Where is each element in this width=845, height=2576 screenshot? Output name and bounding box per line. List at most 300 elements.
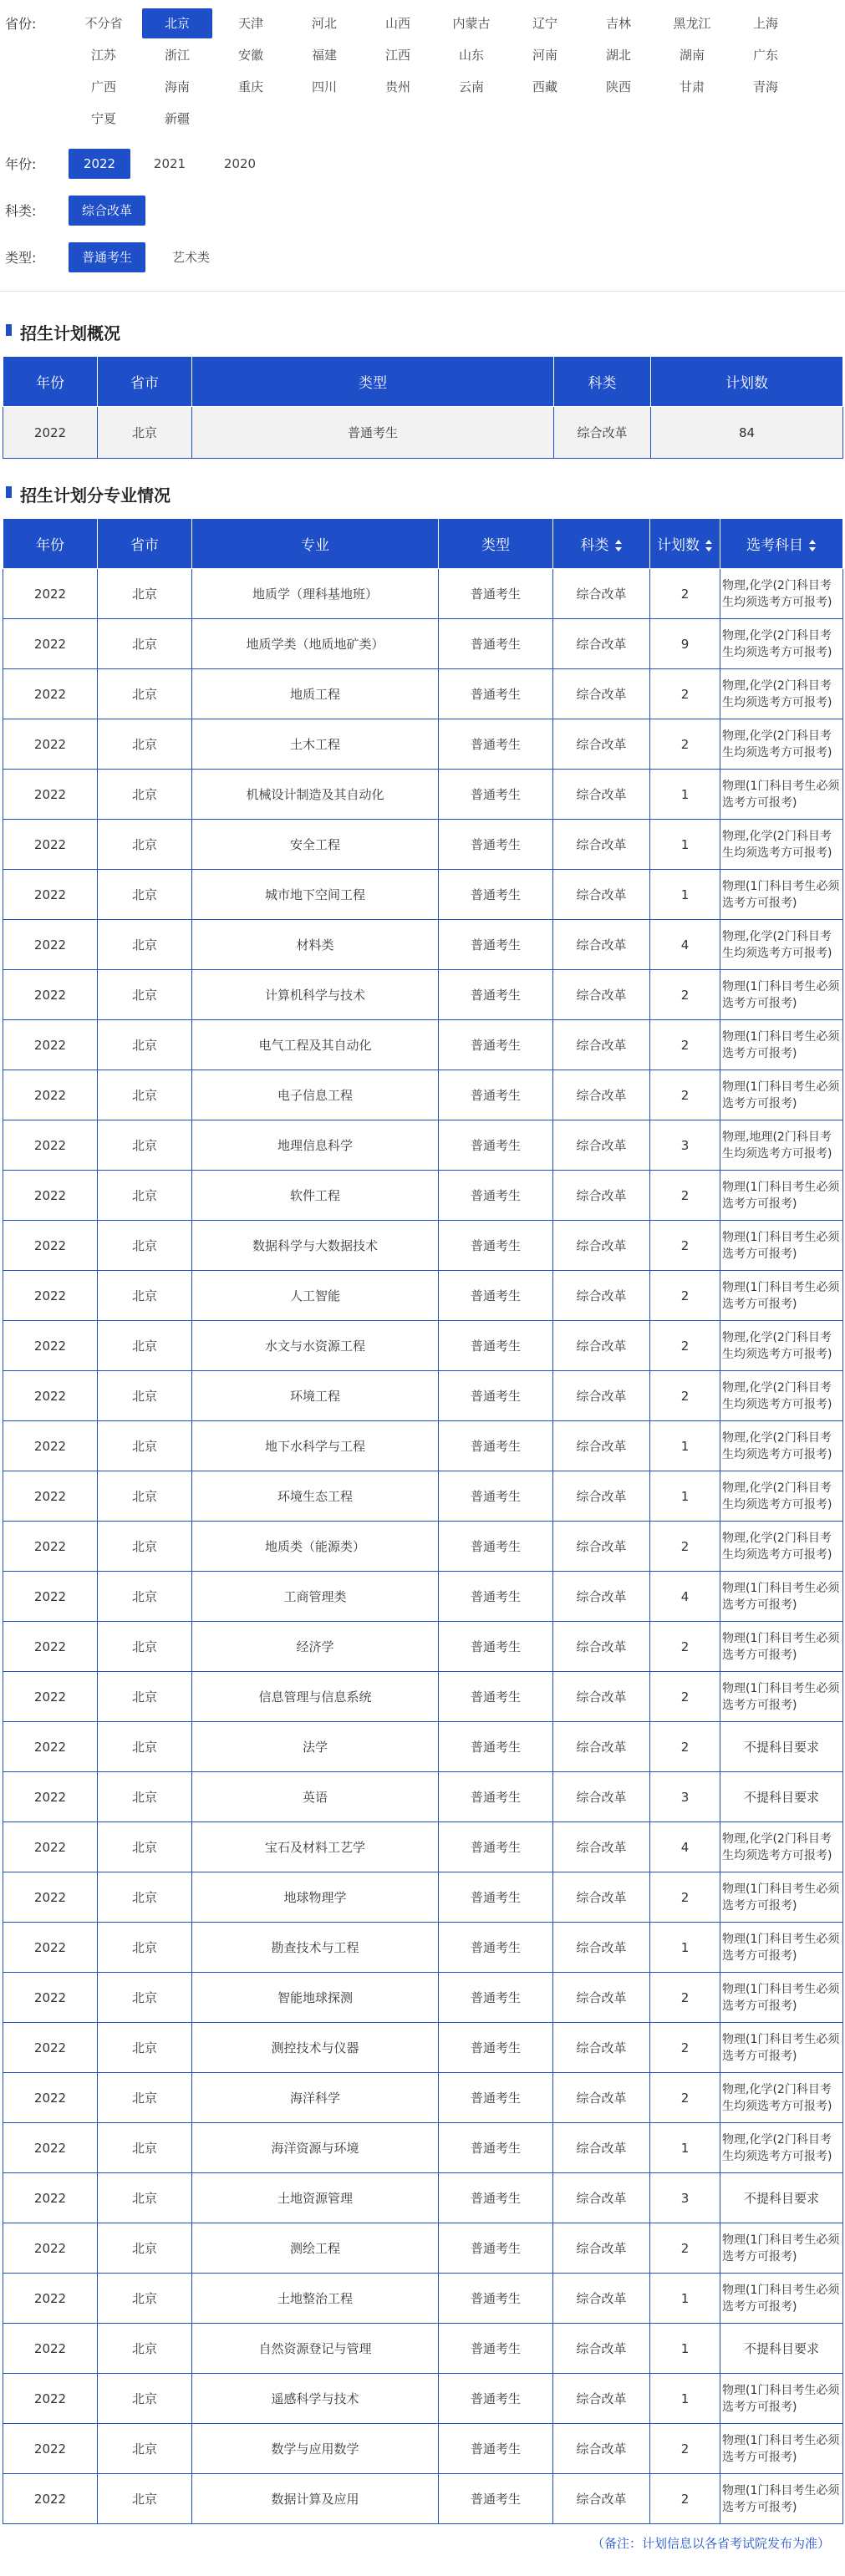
table-row: [3, 870, 843, 920]
province-chip[interactable]: 湖南: [679, 48, 705, 63]
table-cell: 综合改革: [553, 1522, 650, 1572]
province-chip[interactable]: 湖北: [605, 48, 631, 63]
table-cell: 2: [650, 1722, 720, 1772]
table-row: [3, 1622, 843, 1672]
header-label: 省市: [130, 537, 159, 554]
table-cell: 2: [650, 719, 720, 770]
kelei-filter: [0, 196, 845, 226]
type-filter: [0, 242, 845, 272]
table-cell: 综合改革: [553, 870, 650, 920]
table-cell: 1: [650, 2374, 720, 2424]
table-row: [3, 1973, 843, 2023]
province-chip[interactable]: 江苏: [90, 48, 116, 63]
table-cell: 地球物理学: [192, 1872, 439, 1923]
table-cell: 不提科目要求: [720, 1772, 843, 1822]
province-chip[interactable]: 宁夏: [90, 111, 116, 126]
sort-icon[interactable]: [705, 540, 713, 551]
table-cell: 物理(1门科目考生必须选考方可报考): [720, 1171, 843, 1221]
table-cell: 综合改革: [553, 1321, 650, 1371]
table-row: [3, 2374, 843, 2424]
table-cell: 智能地球探测: [192, 1973, 439, 2023]
table-cell: 2022: [3, 1271, 98, 1321]
table-cell: 综合改革: [553, 1120, 650, 1171]
type-chip[interactable]: 艺术类: [172, 250, 211, 265]
table-row: [3, 1070, 843, 1120]
kelei-chip[interactable]: 综合改革: [69, 196, 145, 226]
province-options: [69, 8, 845, 135]
table-cell: 2: [650, 1070, 720, 1120]
footnote: （备注：计划信息以各省考试院发布为准）: [591, 2536, 830, 2551]
table-cell: 2: [650, 2474, 720, 2524]
table-cell: 1: [650, 1471, 720, 1522]
table-cell: 2: [650, 1672, 720, 1722]
table-cell: 2022: [3, 1321, 98, 1371]
overview-header-cell: [651, 357, 843, 407]
table-cell: 普通考生: [439, 1822, 553, 1872]
table-cell: 不提科目要求: [720, 2173, 843, 2223]
table-cell: 物理(1门科目考生必须选考方可报考): [720, 1923, 843, 1973]
table-row: [3, 1371, 843, 1421]
table-cell: 普通考生: [439, 669, 553, 719]
table-cell: 2: [650, 1522, 720, 1572]
province-chip[interactable]: 黑龙江: [673, 16, 711, 31]
table-cell: 英语: [192, 1772, 439, 1822]
table-row: [3, 1321, 843, 1371]
table-cell: 数学与应用数学: [192, 2424, 439, 2474]
table-cell: 综合改革: [553, 2324, 650, 2374]
overview-header-cell: [192, 357, 554, 407]
province-chip[interactable]: 河北: [311, 16, 337, 31]
province-chip[interactable]: 江西: [384, 48, 410, 63]
table-cell: 普通考生: [192, 407, 554, 459]
table-cell: 2: [650, 669, 720, 719]
table-cell: 普通考生: [439, 1120, 553, 1171]
table-cell: 地下水科学与工程: [192, 1421, 439, 1471]
detail-title: 招生计划分专业情况: [0, 482, 845, 506]
table-cell: 物理,化学(2门科目考生均须选考方可报考): [720, 669, 843, 719]
table-cell: 2: [650, 1321, 720, 1371]
table-cell: 物理(1门科目考生必须选考方可报考): [720, 1672, 843, 1722]
table-cell: 普通考生: [439, 2123, 553, 2173]
table-cell: 物理,化学(2门科目考生均须选考方可报考): [720, 1522, 843, 1572]
table-cell: 数据计算及应用: [192, 2474, 439, 2524]
table-cell: 北京: [98, 2474, 192, 2524]
table-cell: 2: [650, 2023, 720, 2073]
table-cell: 2022: [3, 2023, 98, 2073]
table-cell: 北京: [98, 1221, 192, 1271]
table-cell: 1: [650, 820, 720, 870]
table-cell: 2022: [3, 1872, 98, 1923]
province-chip[interactable]: 北京: [142, 8, 212, 38]
year-label: 年份:: [5, 156, 37, 172]
table-cell: 2022: [3, 2424, 98, 2474]
table-cell: 2022: [3, 2123, 98, 2173]
table-cell: 综合改革: [553, 1471, 650, 1522]
table-cell: 北京: [98, 1973, 192, 2023]
table-cell: 物理,化学(2门科目考生均须选考方可报考): [720, 1471, 843, 1522]
table-cell: 北京: [98, 2173, 192, 2223]
detail-header-cell: [3, 519, 98, 569]
detail-table: [3, 518, 843, 2524]
overview-header-cell: [3, 357, 98, 407]
header-label: 省市: [130, 375, 159, 392]
table-row: [3, 1221, 843, 1271]
table-cell: 北京: [98, 569, 192, 619]
table-cell: 综合改革: [553, 970, 650, 1020]
table-cell: 综合改革: [553, 1421, 650, 1471]
table-cell: 普通考生: [439, 1872, 553, 1923]
table-cell: 9: [650, 619, 720, 669]
table-cell: 综合改革: [553, 2173, 650, 2223]
table-cell: 2022: [3, 1471, 98, 1522]
province-chip[interactable]: 云南: [458, 79, 484, 94]
table-cell: 物理(1门科目考生必须选考方可报考): [720, 2474, 843, 2524]
table-cell: 数据科学与大数据技术: [192, 1221, 439, 1271]
header-label: 科类: [588, 375, 617, 392]
table-cell: 普通考生: [439, 1722, 553, 1772]
table-cell: 电气工程及其自动化: [192, 1020, 439, 1070]
table-cell: 北京: [98, 1572, 192, 1622]
table-row: [3, 1872, 843, 1923]
table-cell: 测绘工程: [192, 2223, 439, 2274]
table-cell: 综合改革: [554, 407, 651, 459]
table-cell: 综合改革: [553, 820, 650, 870]
province-chip[interactable]: 重庆: [237, 79, 263, 94]
table-cell: 物理(1门科目考生必须选考方可报考): [720, 1221, 843, 1271]
table-cell: 北京: [98, 2424, 192, 2474]
table-cell: 普通考生: [439, 1572, 553, 1622]
table-cell: 自然资源登记与管理: [192, 2324, 439, 2374]
kelei-label: 科类:: [5, 203, 37, 219]
table-row: [3, 1471, 843, 1522]
table-cell: 综合改革: [553, 1622, 650, 1672]
table-cell: 普通考生: [439, 569, 553, 619]
table-cell: 综合改革: [553, 1020, 650, 1070]
table-cell: 1: [650, 2123, 720, 2173]
province-chip[interactable]: 新疆: [164, 111, 190, 126]
table-cell: 2022: [3, 2374, 98, 2424]
table-cell: 1: [650, 1923, 720, 1973]
table-cell: 物理(1门科目考生必须选考方可报考): [720, 1020, 843, 1070]
table-cell: 北京: [98, 1722, 192, 1772]
table-row: [3, 719, 843, 770]
table-cell: 地质类（能源类）: [192, 1522, 439, 1572]
table-cell: 2: [650, 1872, 720, 1923]
province-chip[interactable]: 广东: [752, 48, 778, 63]
detail-header-cell[interactable]: [720, 519, 843, 569]
table-cell: 物理(1门科目考生必须选考方可报考): [720, 1070, 843, 1120]
table-cell: 综合改革: [553, 1070, 650, 1120]
table-cell: 综合改革: [553, 569, 650, 619]
table-cell: 普通考生: [439, 920, 553, 970]
detail-header-cell[interactable]: [553, 519, 650, 569]
table-cell: 物理(1门科目考生必须选考方可报考): [720, 870, 843, 920]
table-row: [3, 669, 843, 719]
province-label: 省份:: [5, 16, 37, 32]
table-cell: 物理,化学(2门科目考生均须选考方可报考): [720, 569, 843, 619]
table-row: [3, 1722, 843, 1772]
province-chip[interactable]: 福建: [311, 48, 337, 63]
table-cell: 综合改革: [553, 2374, 650, 2424]
table-cell: 北京: [98, 2023, 192, 2073]
table-cell: 北京: [98, 770, 192, 820]
table-cell: 普通考生: [439, 1171, 553, 1221]
table-cell: 2: [650, 1171, 720, 1221]
table-cell: 普通考生: [439, 2424, 553, 2474]
sort-icon[interactable]: [614, 540, 623, 551]
table-cell: 2: [650, 1020, 720, 1070]
table-cell: 测控技术与仪器: [192, 2023, 439, 2073]
province-chip[interactable]: 河南: [532, 48, 557, 63]
table-cell: 2022: [3, 770, 98, 820]
table-cell: 2022: [3, 2073, 98, 2123]
table-cell: 安全工程: [192, 820, 439, 870]
year-chip[interactable]: 2021: [153, 156, 186, 171]
table-cell: 普通考生: [439, 2223, 553, 2274]
table-cell: 普通考生: [439, 1923, 553, 1973]
province-chip[interactable]: 不分省: [84, 16, 123, 31]
table-cell: 2022: [3, 407, 98, 459]
province-chip[interactable]: 天津: [237, 16, 263, 31]
kelei-options: [69, 196, 845, 226]
year-chip[interactable]: 2022: [69, 149, 130, 179]
table-cell: 2022: [3, 1923, 98, 1973]
table-cell: 地质学类（地质地矿类）: [192, 619, 439, 669]
table-cell: 2: [650, 569, 720, 619]
table-cell: 2022: [3, 2274, 98, 2324]
table-cell: 普通考生: [439, 1321, 553, 1371]
table-cell: 物理,化学(2门科目考生均须选考方可报考): [720, 719, 843, 770]
table-cell: 2022: [3, 1020, 98, 1070]
table-row: [3, 2173, 843, 2223]
table-cell: 物理,化学(2门科目考生均须选考方可报考): [720, 2073, 843, 2123]
table-cell: 北京: [98, 2123, 192, 2173]
table-cell: 综合改革: [553, 1923, 650, 1973]
province-chip[interactable]: 青海: [752, 79, 778, 94]
table-cell: 土地整治工程: [192, 2274, 439, 2324]
header-label: 计划数: [657, 537, 700, 554]
table-cell: 2: [650, 2073, 720, 2123]
table-cell: 2: [650, 1973, 720, 2023]
table-cell: 综合改革: [553, 1672, 650, 1722]
table-cell: 地理信息科学: [192, 1120, 439, 1171]
table-row: [3, 2073, 843, 2123]
table-cell: 1: [650, 770, 720, 820]
detail-header-cell: [439, 519, 553, 569]
table-cell: 物理,化学(2门科目考生均须选考方可报考): [720, 820, 843, 870]
province-chip[interactable]: 海南: [164, 79, 190, 94]
table-cell: 法学: [192, 1722, 439, 1772]
province-chip[interactable]: 西藏: [532, 79, 557, 94]
table-cell: 普通考生: [439, 619, 553, 669]
table-row: [3, 2123, 843, 2173]
table-cell: 综合改革: [553, 1872, 650, 1923]
table-cell: 不提科目要求: [720, 2324, 843, 2374]
province-chip[interactable]: 辽宁: [532, 16, 557, 31]
table-cell: 普通考生: [439, 2324, 553, 2374]
table-row: [3, 2274, 843, 2324]
table-row: [3, 1120, 843, 1171]
table-cell: 3: [650, 2173, 720, 2223]
table-cell: 1: [650, 2274, 720, 2324]
table-cell: 2: [650, 1221, 720, 1271]
table-cell: 普通考生: [439, 1020, 553, 1070]
header-label: 年份: [36, 537, 64, 554]
table-cell: 北京: [98, 1471, 192, 1522]
table-cell: 2022: [3, 1672, 98, 1722]
table-cell: 普通考生: [439, 2374, 553, 2424]
table-cell: 北京: [98, 1822, 192, 1872]
table-row: [3, 1421, 843, 1471]
table-cell: 物理(1门科目考生必须选考方可报考): [720, 1622, 843, 1672]
table-cell: 普通考生: [439, 1221, 553, 1271]
type-label: 类型:: [5, 250, 37, 266]
table-cell: 普通考生: [439, 2173, 553, 2223]
province-chip[interactable]: 甘肃: [679, 79, 705, 94]
table-cell: 北京: [98, 619, 192, 669]
table-cell: 综合改革: [553, 1271, 650, 1321]
table-cell: 水文与水资源工程: [192, 1321, 439, 1371]
table-cell: 2022: [3, 970, 98, 1020]
table-cell: 北京: [98, 870, 192, 920]
table-cell: 普通考生: [439, 770, 553, 820]
table-cell: 勘查技术与工程: [192, 1923, 439, 1973]
table-cell: 地质学（理科基地班）: [192, 569, 439, 619]
province-chip[interactable]: 上海: [752, 16, 778, 31]
province-chip[interactable]: 陕西: [605, 79, 631, 94]
table-row: [3, 820, 843, 870]
table-cell: 2022: [3, 1371, 98, 1421]
table-cell: 综合改革: [553, 2073, 650, 2123]
table-cell: 物理,化学(2门科目考生均须选考方可报考): [720, 1321, 843, 1371]
table-row: [3, 569, 843, 619]
table-cell: 物理(1门科目考生必须选考方可报考): [720, 970, 843, 1020]
table-cell: 物理(1门科目考生必须选考方可报考): [720, 2374, 843, 2424]
province-chip[interactable]: 贵州: [384, 79, 410, 94]
table-cell: 2022: [3, 1070, 98, 1120]
province-chip[interactable]: 四川: [311, 79, 337, 94]
table-cell: 北京: [98, 2223, 192, 2274]
province-chip[interactable]: 山西: [384, 16, 410, 31]
table-cell: 综合改革: [553, 2223, 650, 2274]
table-cell: 北京: [98, 970, 192, 1020]
table-cell: 北京: [98, 1421, 192, 1471]
table-cell: 普通考生: [439, 1973, 553, 2023]
table-row: [3, 2324, 843, 2374]
table-cell: 土地资源管理: [192, 2173, 439, 2223]
table-cell: 综合改革: [553, 1221, 650, 1271]
table-cell: 综合改革: [553, 1722, 650, 1772]
table-row: [3, 1020, 843, 1070]
table-cell: 普通考生: [439, 2023, 553, 2073]
table-cell: 2022: [3, 1421, 98, 1471]
header-label: 类型: [481, 537, 510, 554]
table-cell: 北京: [98, 1171, 192, 1221]
table-cell: 2022: [3, 870, 98, 920]
province-chip[interactable]: 安徽: [237, 48, 263, 63]
table-row: [3, 1672, 843, 1722]
province-chip[interactable]: 内蒙古: [452, 16, 491, 31]
table-cell: 物理,化学(2门科目考生均须选考方可报考): [720, 2123, 843, 2173]
table-cell: 北京: [98, 1020, 192, 1070]
table-cell: 北京: [98, 1522, 192, 1572]
table-cell: 4: [650, 1822, 720, 1872]
province-chip[interactable]: 山东: [458, 48, 484, 63]
table-cell: 物理(1门科目考生必须选考方可报考): [720, 2023, 843, 2073]
table-cell: 物理,化学(2门科目考生均须选考方可报考): [720, 619, 843, 669]
table-cell: 普通考生: [439, 870, 553, 920]
table-cell: 综合改革: [553, 770, 650, 820]
table-row: [3, 2223, 843, 2274]
table-cell: 计算机科学与技术: [192, 970, 439, 1020]
province-chip[interactable]: 广西: [90, 79, 116, 94]
table-cell: 北京: [98, 1622, 192, 1672]
table-cell: 综合改革: [553, 1171, 650, 1221]
detail-header-cell: [98, 519, 192, 569]
table-cell: 综合改革: [553, 669, 650, 719]
table-cell: 普通考生: [439, 1622, 553, 1672]
table-cell: 1: [650, 2324, 720, 2374]
table-cell: 综合改革: [553, 1371, 650, 1421]
year-chip[interactable]: 2020: [223, 156, 257, 171]
table-cell: 综合改革: [553, 719, 650, 770]
province-chip[interactable]: 吉林: [605, 16, 631, 31]
table-cell: 综合改革: [553, 2424, 650, 2474]
table-cell: 2: [650, 1271, 720, 1321]
table-row: [3, 1923, 843, 1973]
filter-panel: [0, 0, 845, 272]
table-cell: 遥感科学与技术: [192, 2374, 439, 2424]
header-label: 选考科目: [746, 537, 803, 554]
province-chip[interactable]: 浙江: [164, 48, 190, 63]
detail-header-cell[interactable]: [650, 519, 720, 569]
table-cell: 84: [651, 407, 843, 459]
table-cell: 2: [650, 1622, 720, 1672]
table-cell: 2022: [3, 719, 98, 770]
table-cell: 3: [650, 1120, 720, 1171]
table-cell: 海洋科学: [192, 2073, 439, 2123]
table-cell: 北京: [98, 920, 192, 970]
table-cell: 物理(1门科目考生必须选考方可报考): [720, 770, 843, 820]
table-cell: 普通考生: [439, 1522, 553, 1572]
table-cell: 北京: [98, 407, 192, 459]
table-cell: 2022: [3, 1722, 98, 1772]
table-cell: 综合改革: [553, 1772, 650, 1822]
table-cell: 2022: [3, 1120, 98, 1171]
table-cell: 综合改革: [553, 2474, 650, 2524]
table-cell: 物理(1门科目考生必须选考方可报考): [720, 2424, 843, 2474]
sort-icon[interactable]: [808, 540, 817, 551]
header-label: 科类: [580, 537, 609, 554]
table-cell: 普通考生: [439, 2474, 553, 2524]
table-cell: 北京: [98, 1772, 192, 1822]
divider: [0, 291, 845, 292]
table-row: [3, 2474, 843, 2524]
overview-title: 招生计划概况: [0, 320, 845, 344]
table-cell: 2022: [3, 669, 98, 719]
type-chip[interactable]: 普通考生: [69, 242, 145, 272]
table-cell: 2022: [3, 619, 98, 669]
table-cell: 2022: [3, 1572, 98, 1622]
table-cell: 3: [650, 1772, 720, 1822]
table-cell: 环境工程: [192, 1371, 439, 1421]
table-cell: 1: [650, 870, 720, 920]
detail-header-row: [3, 519, 843, 569]
table-row: [3, 1522, 843, 1572]
table-cell: 环境生态工程: [192, 1471, 439, 1522]
table-cell: 普通考生: [439, 2274, 553, 2324]
detail-header-cell: [192, 519, 439, 569]
